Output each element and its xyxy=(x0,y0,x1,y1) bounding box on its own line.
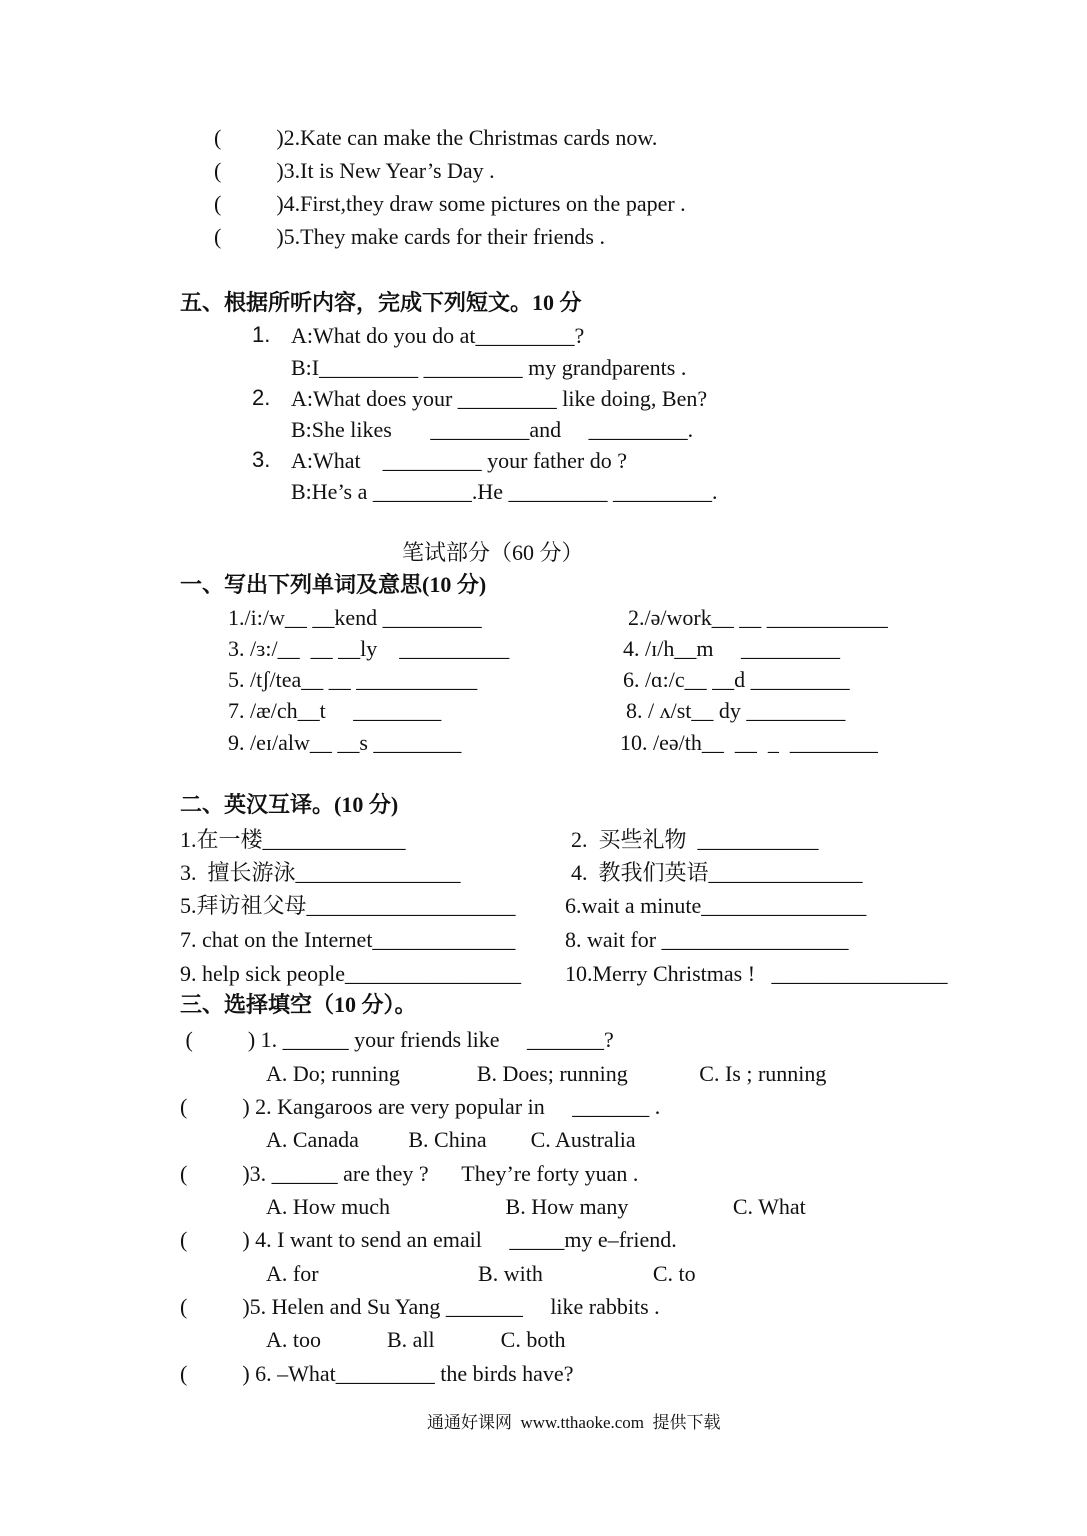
section-one-heading: 一、写出下列单词及意思(10 分) xyxy=(180,572,487,597)
word-item-8: 8. / ʌ/st__ dy _________ xyxy=(626,698,846,723)
section-five-heading: 五、根据所听内容，完成下列短文。10 分 xyxy=(180,290,582,315)
translate-item-2: 2. 买些礼物 ___________ xyxy=(571,827,819,852)
section-two-heading: 二、英汉互译。(10 分) xyxy=(180,792,399,817)
judge-item-4: ( )4.First,they draw some pictures on the paper . xyxy=(214,191,686,216)
translate-item-10: 10.Merry Christmas ! ________________ xyxy=(565,961,948,986)
translate-item-4: 4. 教我们英语______________ xyxy=(571,860,863,885)
word-item-9: 9. /eɪ/alw__ __s ________ xyxy=(228,730,462,755)
listen-item-3-a: A:What _________ your father do ? xyxy=(291,448,628,473)
translate-item-6: 6.wait a minute_______________ xyxy=(565,893,867,918)
choice-question-3: ( )3. ______ are they ? They’re forty yuan . xyxy=(180,1161,639,1186)
listen-item-2-number: 2. xyxy=(252,385,271,410)
word-item-7: 7. /æ/ch__t ________ xyxy=(228,698,442,723)
translate-item-1: 1.在一楼_____________ xyxy=(180,827,406,852)
word-item-1: 1./i:/w__ __kend _________ xyxy=(228,605,482,630)
listen-item-3-b: B:He’s a _________.He _________ _________. xyxy=(291,479,718,504)
word-item-2: 2./ə/work__ __ ___________ xyxy=(628,605,888,630)
section-three-heading: 三、选择填空（10 分）。 xyxy=(180,992,417,1017)
listen-item-1-b: B:I_________ _________ my grandparents . xyxy=(291,355,687,380)
listen-item-1-number: 1. xyxy=(252,322,271,347)
word-item-6: 6. /ɑ:/c__ __d _________ xyxy=(623,667,850,692)
choice-options-1: A. Do; running B. Does; running C. Is ; running xyxy=(266,1061,827,1086)
translate-item-5: 5.拜访祖父母___________________ xyxy=(180,893,516,918)
listen-item-3-number: 3. xyxy=(252,447,271,472)
translate-item-3: 3. 擅长游泳_______________ xyxy=(180,860,461,885)
footer-download-note: 通通好课网 www.tthaoke.com 提供下载 xyxy=(427,1413,721,1432)
listen-item-2-a: A:What does your _________ like doing, Ben? xyxy=(291,386,708,411)
choice-question-5: ( )5. Helen and Su Yang _______ like rabbits . xyxy=(180,1294,660,1319)
written-part-title: 笔试部分（60 分） xyxy=(402,540,584,565)
word-item-5: 5. /tʃ/tea__ __ ___________ xyxy=(228,667,478,692)
listen-item-2-b: B:She likes _________and _________. xyxy=(291,417,694,442)
judge-item-5: ( )5.They make cards for their friends . xyxy=(214,224,605,249)
word-item-3: 3. /ɜ:/__ __ __ly __________ xyxy=(228,636,510,661)
translate-item-9: 9. help sick people________________ xyxy=(180,961,521,986)
choice-options-3: A. How much B. How many C. What xyxy=(266,1194,806,1219)
choice-options-5: A. too B. all C. both xyxy=(266,1327,566,1352)
choice-options-2: A. Canada B. China C. Australia xyxy=(266,1127,636,1152)
judge-item-3: ( )3.It is New Year’s Day . xyxy=(214,158,495,183)
judge-item-2: ( )2.Kate can make the Christmas cards now. xyxy=(214,125,658,150)
choice-question-4: ( ) 4. I want to send an email _____my e–friend. xyxy=(180,1227,677,1252)
translate-item-7: 7. chat on the Internet_____________ xyxy=(180,927,516,952)
word-item-4: 4. /ɪ/h__m _________ xyxy=(623,636,840,661)
choice-question-1: ( ) 1. ______ your friends like _______? xyxy=(180,1027,614,1052)
listen-item-1-a: A:What do you do at_________? xyxy=(291,323,585,348)
word-item-10: 10. /eə/th__ __ _ ________ xyxy=(620,730,878,755)
choice-options-4: A. for B. with C. to xyxy=(266,1261,696,1286)
choice-question-6: ( ) 6. –What_________ the birds have? xyxy=(180,1361,574,1386)
translate-item-8: 8. wait for _________________ xyxy=(565,927,849,952)
choice-question-2: ( ) 2. Kangaroos are very popular in _______ . xyxy=(180,1094,661,1119)
